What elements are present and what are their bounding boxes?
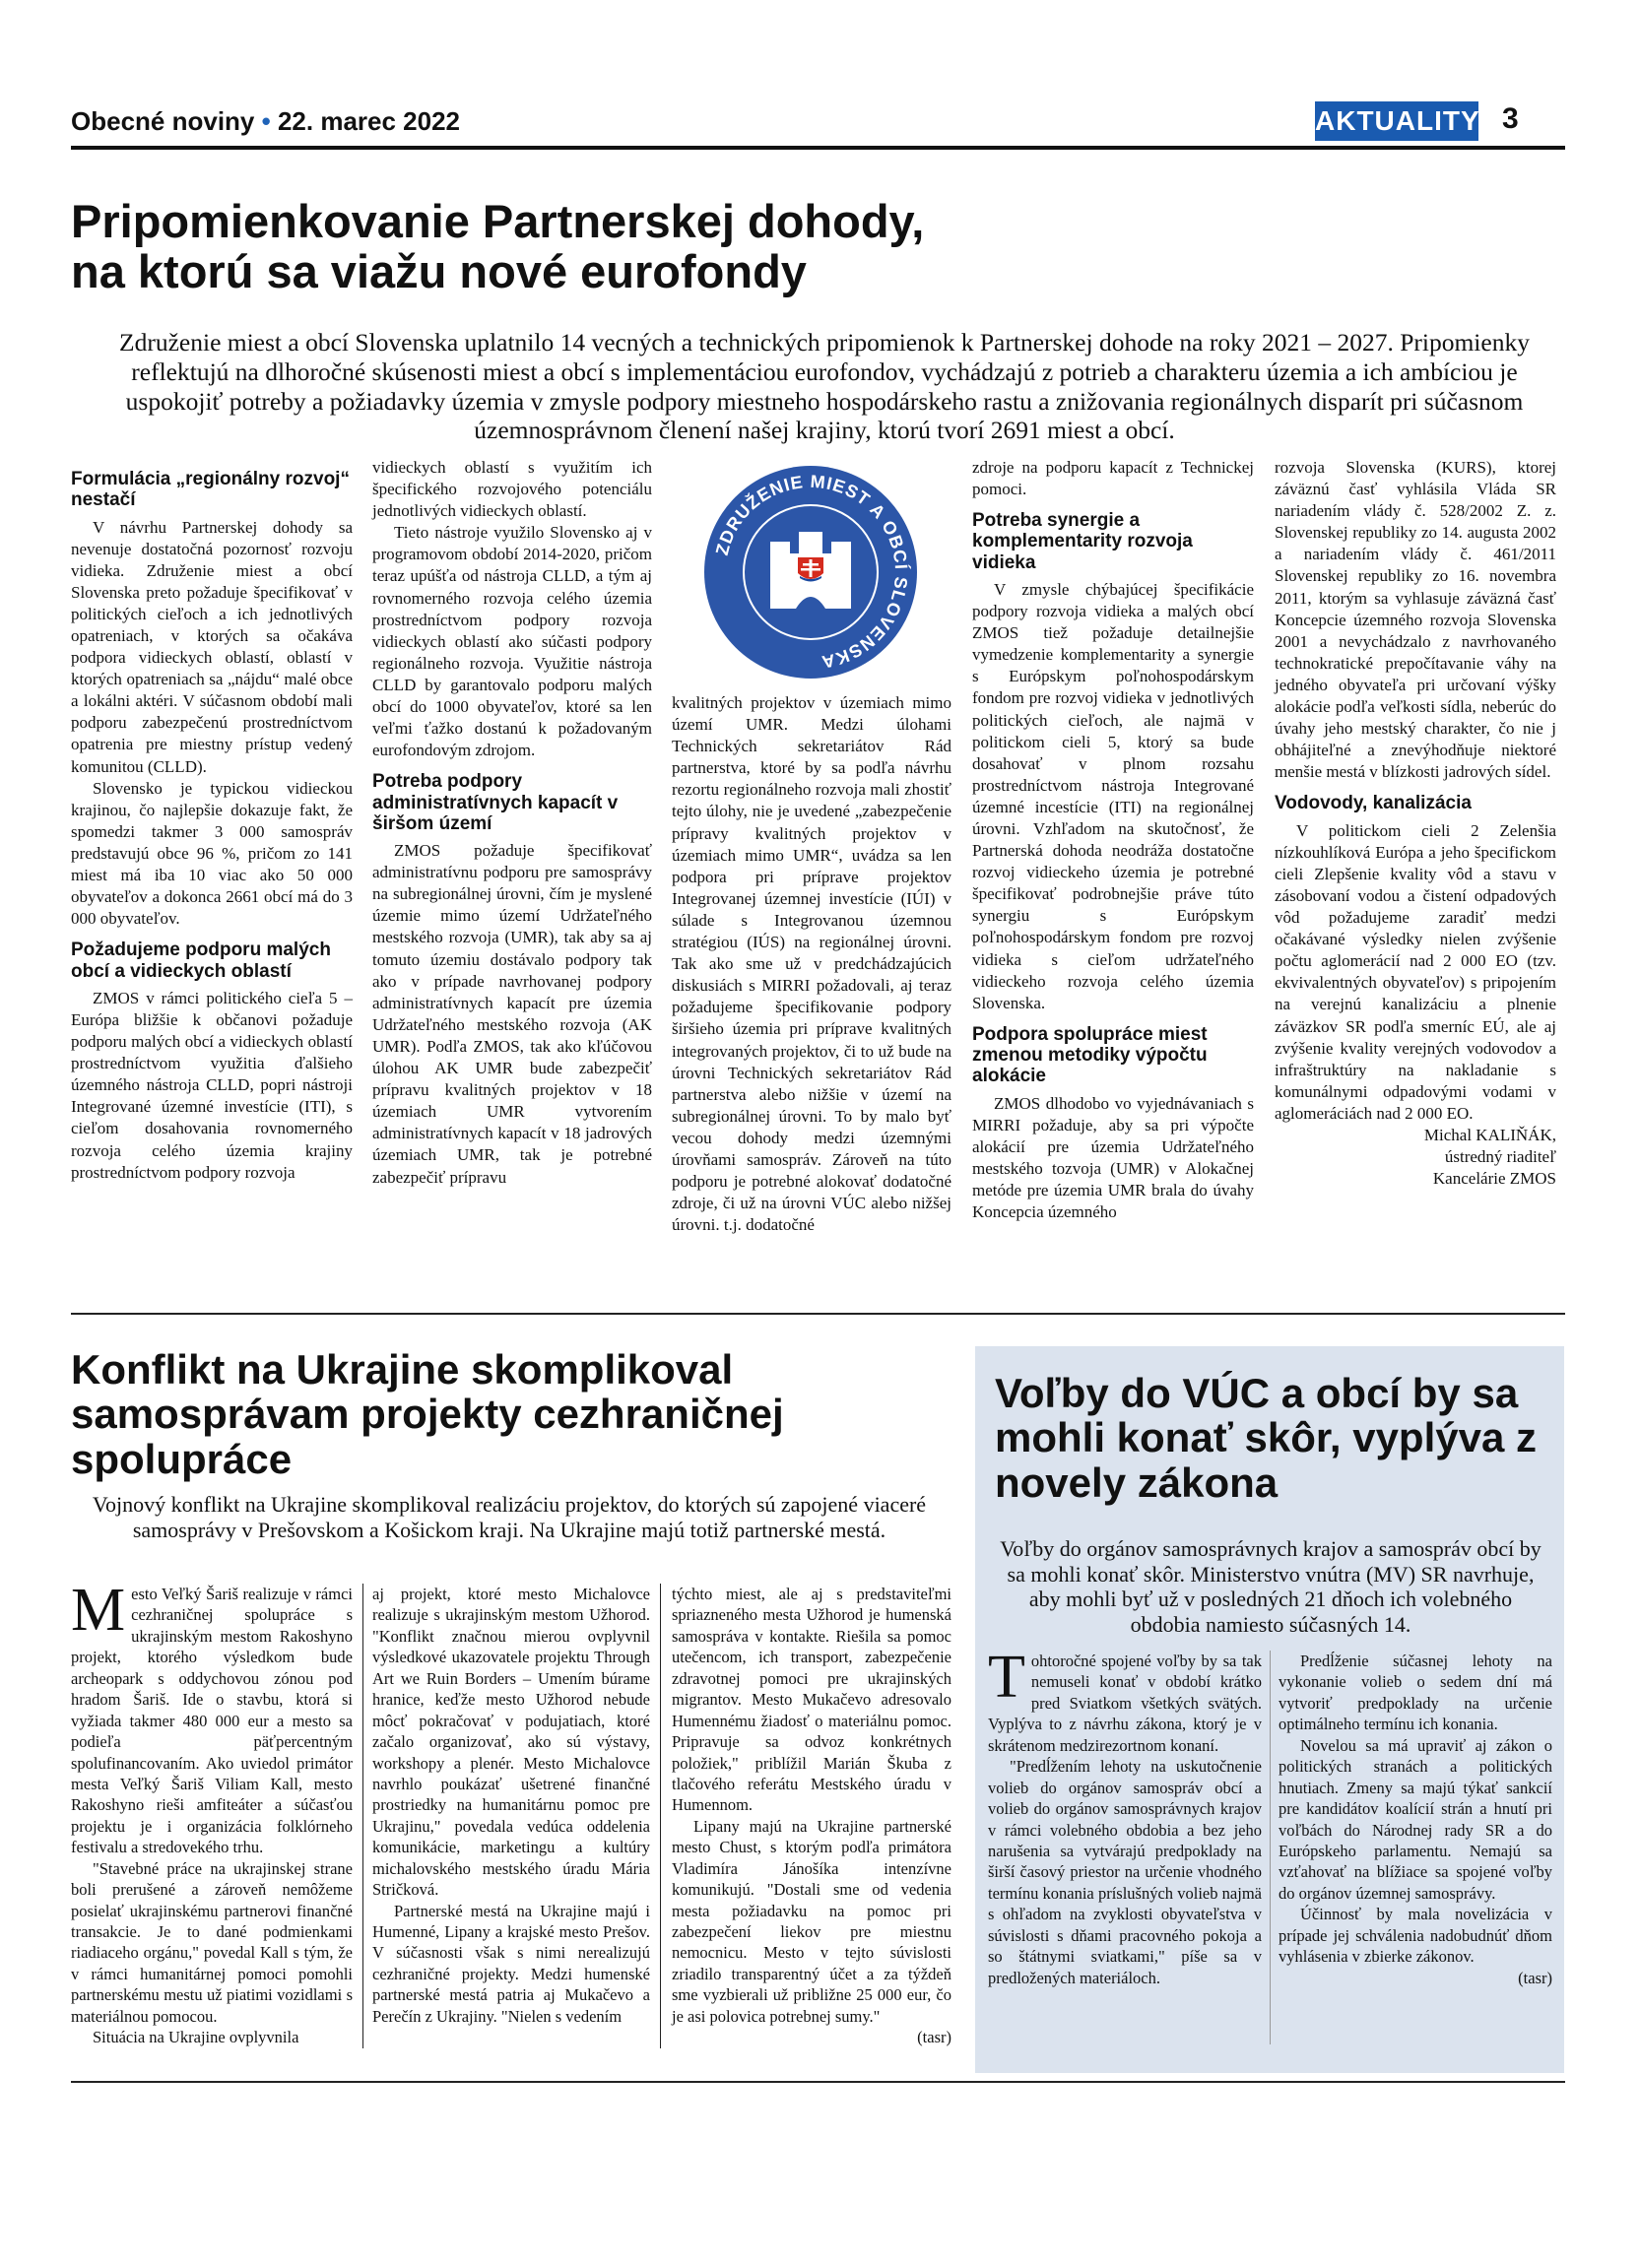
paragraph: Predĺženie súčasnej lehoty na vykonanie volieb o sedem dní má vytvoriť predpoklady na určenie optimálneho termínu ich konania. <box>1279 1652 1552 1734</box>
article3-title: Voľby do VÚC a obcí by sa mohli konať skôr, vyplýva z novely zákona <box>995 1370 1537 1506</box>
article-separator <box>71 1313 1565 1315</box>
paragraph: "Stavebné práce na ukrajinskej strane boli prerušené a zároveň nemôžeme posielať ukrajinskému partnerovi finančné transakcie. Je to dané podmienkami riadiaceho orgánu," povedal Kall s tým, že v rámci humanitárnej pomoci pomohli partnerskému mestu už piatimi vozidlami s materiálnou pomocou. <box>71 1858 353 2026</box>
article3-lead: Voľby do orgánov samosprávnych krajov a samospráv obcí by sa mohli konať skôr. Ministerstvo vnútra (MV) SR navrhuje, aby mohli byť už v posledných 21 dňoch ich volebného obdobia namiesto súčasných 14. <box>1000 1536 1542 1638</box>
article2-col1 <box>71 1577 353 2048</box>
drop-cap: M <box>71 1577 126 1644</box>
article1-col3 <box>672 692 951 1236</box>
signature-name: Michal KALIŇÁK, <box>1423 1125 1556 1144</box>
separator-dot: • <box>261 106 271 136</box>
paragraph: aj projekt, ktoré mesto Michalovce realizuje s ukrajinským mestom Užhorod. "Konflikt značnou mierou ovplyvnil výsledkové ukazovatele projektu Through Art we Ruin Borders – Umením búrame hranice, keďže mesto Užhorod nebude môcť pokračovať v podujatiach, ktoré začalo organizovať, ako sú výstavy, workshopy a plenér. Mesto Michalovce navrhlo poukázať ušetrené finančné prostriedky na humanitárnu pomoc pre Ukrajinu," povedala vedúca oddelenia komunikácie, marketingu a kultúry michalovského mestského úradu Mária Stričková. <box>372 1585 650 1900</box>
source-credit: (tasr) <box>917 2028 951 2047</box>
article1-col1 <box>71 459 353 1184</box>
section-badge: AKTUALITY <box>1315 101 1478 141</box>
article1-title <box>71 197 1548 297</box>
paragraph <box>71 1577 353 1858</box>
paragraph: rozvoja Slovenska (KURS), ktorej záväznú časť vyhlásila Vláda SR nariadením vlády č. 528/2002 Z. z. Slovenskej republiky zo 14. augusta 2002 a nariadením vlády č. 461/2011 Slovenskej republiky zo 16. novembra 2011, ktorým sa vyhlasuje záväzná časť Koncepcie územného rozvoja Slovenska 2001 a nevychádzalo z navrhovaného technokratické prepočítavanie váhy na jedného obyvateľa pri určovaní výšky alokácie podľa veľkosti sídla, neberúc do úvahy jeho mestský charakter, čo nie j obhájiteľné a znevýhodňuje niektoré menšie mestá v blízkosti jadrových sídel. <box>1275 458 1556 782</box>
article1-col5 <box>1275 457 1556 1190</box>
subhead: Formulácia „regionálny rozvoj“ nestačí <box>71 469 350 511</box>
article2-lead: Vojnový konflikt na Ukrajine skomplikoval realizáciu projektov, do ktorých sú zapojené viaceré samosprávy v Prešovskom a Košickom kraji. Na Ukrajine majú totiž partnerské mestá. <box>92 1492 927 1542</box>
article1-title-line1: Pripomienkovanie Partnerskej dohody, <box>71 195 925 247</box>
article3-col2 <box>1279 1651 1552 1988</box>
paragraph: Lipany majú na Ukrajine partnerské mesto Chust, s ktorým podľa primátora Vladimíra Jánošíka intenzívne komunikujú. "Dostali sme od vedenia mesta požiadavku na pomoc pri zabezpečení liekov pre miestnu nemocnicu. Mesto v tejto súvislosti zriadilo transparentný účet a za týždeň sme vyzbierali už približne 25 000 eur, čo je asi polovica potrebnej sumy." <box>672 1816 951 2026</box>
signature-office: Kancelárie ZMOS <box>1432 1169 1556 1189</box>
paragraph <box>988 1644 1262 1756</box>
paragraph: ZMOS v rámci politického cieľa 5 – Európa bližšie k občanovi požaduje podporu malých obcí a vidieckych oblastí prostredníctvom využitia ďalšieho územného nástroja CLLD, popri nástroji Integrované územné investície (ITI), s cieľom dosahovania rovnomerného rozvoja celého územia krajiny prostredníctvom podpory rozvoja <box>71 988 353 1182</box>
footer-rule <box>71 2081 1565 2083</box>
paragraph: ZMOS dlhodobo vo vyjednávaniach s MIRRI požaduje, aby sa pri výpočte alokácií pre územia Udržateľného mestského tozvoja (UMR) v Alokačnej metóde pre územia UMR brala do úvahy Koncepcia územného <box>972 1093 1254 1222</box>
zmos-logo <box>701 463 920 681</box>
paragraph: Účinnosť by mala novelizácia v prípade jej schválenia nadobudnúť dňom vyhlásenia v zbierke zákonov. <box>1279 1905 1552 1967</box>
paragraph: zdroje na podporu kapacít z Technickej pomoci. <box>972 458 1254 499</box>
paragraph: Partnerské mestá na Ukrajine majú i Humenné, Lipany a krajské mesto Prešov. V súčasnosti však s nimi nerealizujú cezhraničné projekty. Medzi humenské partnerské mestá patria aj Mukačevo a Perečín z Ukrajiny. "Nielen s vedením <box>372 1901 650 2026</box>
column-rule <box>362 1584 363 2048</box>
paragraph: kvalitných projektov v územiach mimo území UMR. Medzi úlohami Technických sekretariátov Rád partnerstva, ktoré by sa podľa návrhu rezortu regionálneho rozvoja mali zhostiť tejto úlohy, nie je uvedené „zabezpečenie prípravy kvalitných projektov v územiach mimo UMR“, uvádza sa len podpora pri príprave projektov Integrovanej územnej investície (IÚI) v súlade s Integrovanou územnou stratégiou (IÚS) na regionálnej úrovni. Tak ako sme už v predchádzajúcich diskusiách s MIRRI požadovali, aj teraz požadujeme špecifikovanie podpory širšieho územia pri príprave kvalitných integrovaných projektov, či to už bude na úrovni Technických sekretariátov Rád partnerstva alebo nižšie v území na subregionálnej úrovni. To by malo byť vecou dohody medzi územnými úrovňami samospráv. Zároveň na túto podporu je potrebné alokovať dodatočné zdroje, či už na úrovni VÚC alebo nižšej úrovni. t.j. dodatočné <box>672 693 951 1235</box>
paragraph: V návrhu Partnerskej dohody sa nevenuje dostatočná pozornosť rozvoju vidieka. Združenie miest a obcí Slovenska preto požaduje špecifikovať v politických cieľoch a ich jednotlivých opatreniach, v ktorých sa očakáva podpora vidieckych oblastí, oblastí v ktorých opatreniach sa „nájdu“ malé obce a lokálni aktéri. V súčasnom období mali podporu zabezpečenú prostredníctvom opatrenia pre miestny prístup vedený komunitou (CLLD). <box>71 517 353 776</box>
masthead <box>71 106 460 137</box>
paragraph: Tieto nástroje využilo Slovensko aj v programovom období 2014-2020, pričom teraz upúšťa od nástroja CLLD, a tým aj rovnomerného rozvoja celého územia prostredníctvom podpory rozvoja vidieckych oblastí ako súčasti podpory regionálneho rozvoja. Využitie nástroja CLLD by garantovalo podporu malých obcí do 1000 obyvateľov, ktoré sa len veľmi ťažko dostanú k požadovaným eurofondovým zdrojom. <box>372 523 652 760</box>
article2-title: Konflikt na Ukrajine skomplikoval samosprávam projekty cezhraničnej spolupráce <box>71 1346 784 1482</box>
paragraph-text: ohtoročné spojené voľby by sa tak nemuseli konať v období krátko pred Sviatkom všetkých svätých. Vyplýva to z návrhu zákona, ktorý je v skrátenom medzirezortnom konaní. <box>988 1652 1262 1755</box>
article1-lead: Združenie miest a obcí Slovenska uplatnilo 14 vecných a technických pripomienok k Partnerskej dohode na roky 2021 – 2027. Pripomienky reflektujú na dlhoročné skúsenosti miest a obcí s implementáciou eurofondov, vychádzajú z potrieb a charakteru územia a ich ambíciou je uspokojiť potreby a požiadavky územia v zmysle podpory miestneho hospodárskeho rastu a znižovania regionálnych disparít pri súčasnom územnosprávnom členení našej krajiny, ktorú tvorí 2691 miest a obcí. <box>119 328 1530 445</box>
article2-col2 <box>372 1584 650 2027</box>
article2-col3 <box>672 1584 951 2048</box>
column-rule <box>1270 1651 1271 2044</box>
paragraph: V politickom cieli 2 Zelenšia nízkouhlíková Európa a jeho špecifickom cieli Zlepšenie kvality vôd a stavu v zásobovaní vodou a čistení odpadových vôd požadujeme zaradiť medzi očakávané výsledky nielen zvýšenie počtu aglomerácií nad 2 000 EO (tzv. ekvivalentných obyvateľov) s pripojením na verejnú kanalizáciu a plnenie záväzkov SR podľa smerníc EÚ, ale aj zvýšenie kvality verejných vodovodov a infraštruktúry na nakladanie s komunálnymi odpadovými vodami v aglomeráciách nad 2 000 EO. <box>1275 820 1556 1123</box>
signature-role: ústredný riaditeľ <box>1444 1147 1556 1167</box>
paragraph: Situácia na Ukrajine ovplyvnila <box>93 2028 299 2047</box>
logo-lettering: ZDRUŽENIE MIEST A OBCÍ SLOVENSKA <box>711 471 912 673</box>
page-number: 3 <box>1502 102 1519 135</box>
paragraph: V zmysle chýbajúcej špecifikácie podpory rozvoja vidieka a malých obcí ZMOS tiež požaduje detailnejšie vymedzenie komplementarity a synergie s Európskym poľnohospodárskym fondom pre rozvoj vidieka v jednotlivých politických cieľoch, ale najmä v politickom cieli 5, ktorý sa bude dosahovať v plnom rozsahu prostredníctvom nástroja Integrované územné incestície (ITI) na regionálnej úrovni. Vzhľadom na skutočnosť, že Partnerská dohoda neodráža dostatočne rozvoj vidieckeho územia je potrebné špecifikovať podrobnejšie práve túto synergiu s Európskym poľnohospodárskym fondom pre rozvoj vidieka s cieľom udržateľného vidieckeho rozvoja celého územia Slovenska. <box>972 579 1254 1012</box>
paragraph: Slovensko je typickou vidieckou krajinou, čo najlepšie dokazuje fakt, že spomedzi takmer 3 000 samospráv predstavujú obce 96 %, pričom zo 141 miest má iba 10 viac ako 50 000 obyvateľov a dokonca 2661 obcí má do 3 000 obyvateľov. <box>71 778 353 929</box>
paragraph: vidieckych oblastí s využitím ich špecifického rozvojového potenciálu jednotlivých vidieckych oblastí. <box>372 458 652 521</box>
subhead: Požadujeme podporu malých obcí a vidieckych oblastí <box>71 940 331 982</box>
subhead: Potreba podpory administratívnych kapacít v širšom území <box>372 771 619 834</box>
article1-title-line2: na ktorú sa viažu nové eurofondy <box>71 244 807 297</box>
paragraph: ZMOS požaduje špecifikovať administratívnu podporu pre samosprávy na subregionálnej úrovni, čím je myslené územie mimo území Udržateľného mestského rozvoja (UMR), tak aby sa aj tomuto územiu dostávalo podpory tak ako v prípade navrhovanej podpory administratívnych kapacít pre územia Udržateľného mestského rozvoja (AK UMR). Podľa ZMOS, tak ako kľúčovou úlohou AK UMR bude zabezpečiť prípravu kvalitných projektov v 18 územiach UMR vytvorením administratívnych kapacít v 18 jadrových územiach UMR, tak je potrebné zabezpečiť prípravu <box>372 841 652 1187</box>
article3-col1 <box>988 1644 1262 1988</box>
paragraph: Novelou sa má upraviť aj zákon o politických stranách a politických hnutiach. Zmeny sa majú týkať sankcií pre kandidátov koalícií strán a hnutí pri voľbách do Národnej rady SR a do Európskeho parlamentu. Nemajú sa vzťahovať na blížiace sa spojené voľby do orgánov územnej samosprávy. <box>1279 1735 1552 1903</box>
zmos-logo-svg <box>701 463 920 681</box>
subhead: Potreba synergie a komplementarity rozvoja vidieka <box>972 510 1193 573</box>
header-rule <box>71 146 1565 150</box>
subhead: Vodovody, kanalizácia <box>1275 793 1472 814</box>
column-rule <box>660 1584 661 2048</box>
publication-name: Obecné noviny <box>71 106 255 136</box>
drop-cap: T <box>988 1644 1025 1711</box>
paragraph-text: esto Veľký Šariš realizuje v rámci cezhraničnej spolupráce s ukrajinským mestom Rakoshyno projekt, ktorého výsledkom bude archeopark s oddychovou zónou pod hradom Šariš. Ide o stavbu, ktorá si vyžiada takmer 480 000 eur a mesto sa podieľa päťpercentným spolufinancovaním. Ako uviedol primátor mesta Veľký Šariš Viliam Kall, mesto Rakoshyno rieši amfiteáter a súčasťou projektu je i organizácia folklórneho festivalu a stredovekého trhu. <box>71 1585 353 1857</box>
issue-date: 22. marec 2022 <box>277 106 461 136</box>
paragraph: "Predĺžením lehoty na uskutočnenie volieb do orgánov samospráv obcí a volieb do orgánov samosprávnych krajov v rámci volebného obdobia a bez jeho narušenia sa vytvárajú predpoklady na širší časový priestor na určenie vhodného termínu konania príslušných volieb najmä s ohľadom na zvyklosti obyvateľstva v súvislosti s dňami pracovného pokoja a so štátnymi sviatkami," píše sa v predložených materiáloch. <box>988 1757 1262 1987</box>
slovak-coat-of-arms-icon <box>798 557 823 582</box>
article1-col4 <box>972 457 1254 1223</box>
paragraph: týchto miest, ale aj s predstaviteľmi spriazneného mesta Užhorod je humenská samospráva v kontakte. Riešila sa pomoc utečencom, ich transport, zabezpečenie zdravotnej pomoci pre ukrajinských migrantov. Mesto Mukačevo adresovalo Humennému žiadosť o materiálnu pomoc. Pripravuje sa odvoz konkrétnych položiek," priblížil Marián Škuba z tlačového referátu Mestského úradu v Humennom. <box>672 1585 951 1815</box>
subhead: Podpora spolupráce miest zmenou metodiky výpočtu alokácie <box>972 1023 1208 1087</box>
source-credit: (tasr) <box>1518 1968 1552 1987</box>
article1-col2 <box>372 457 652 1189</box>
